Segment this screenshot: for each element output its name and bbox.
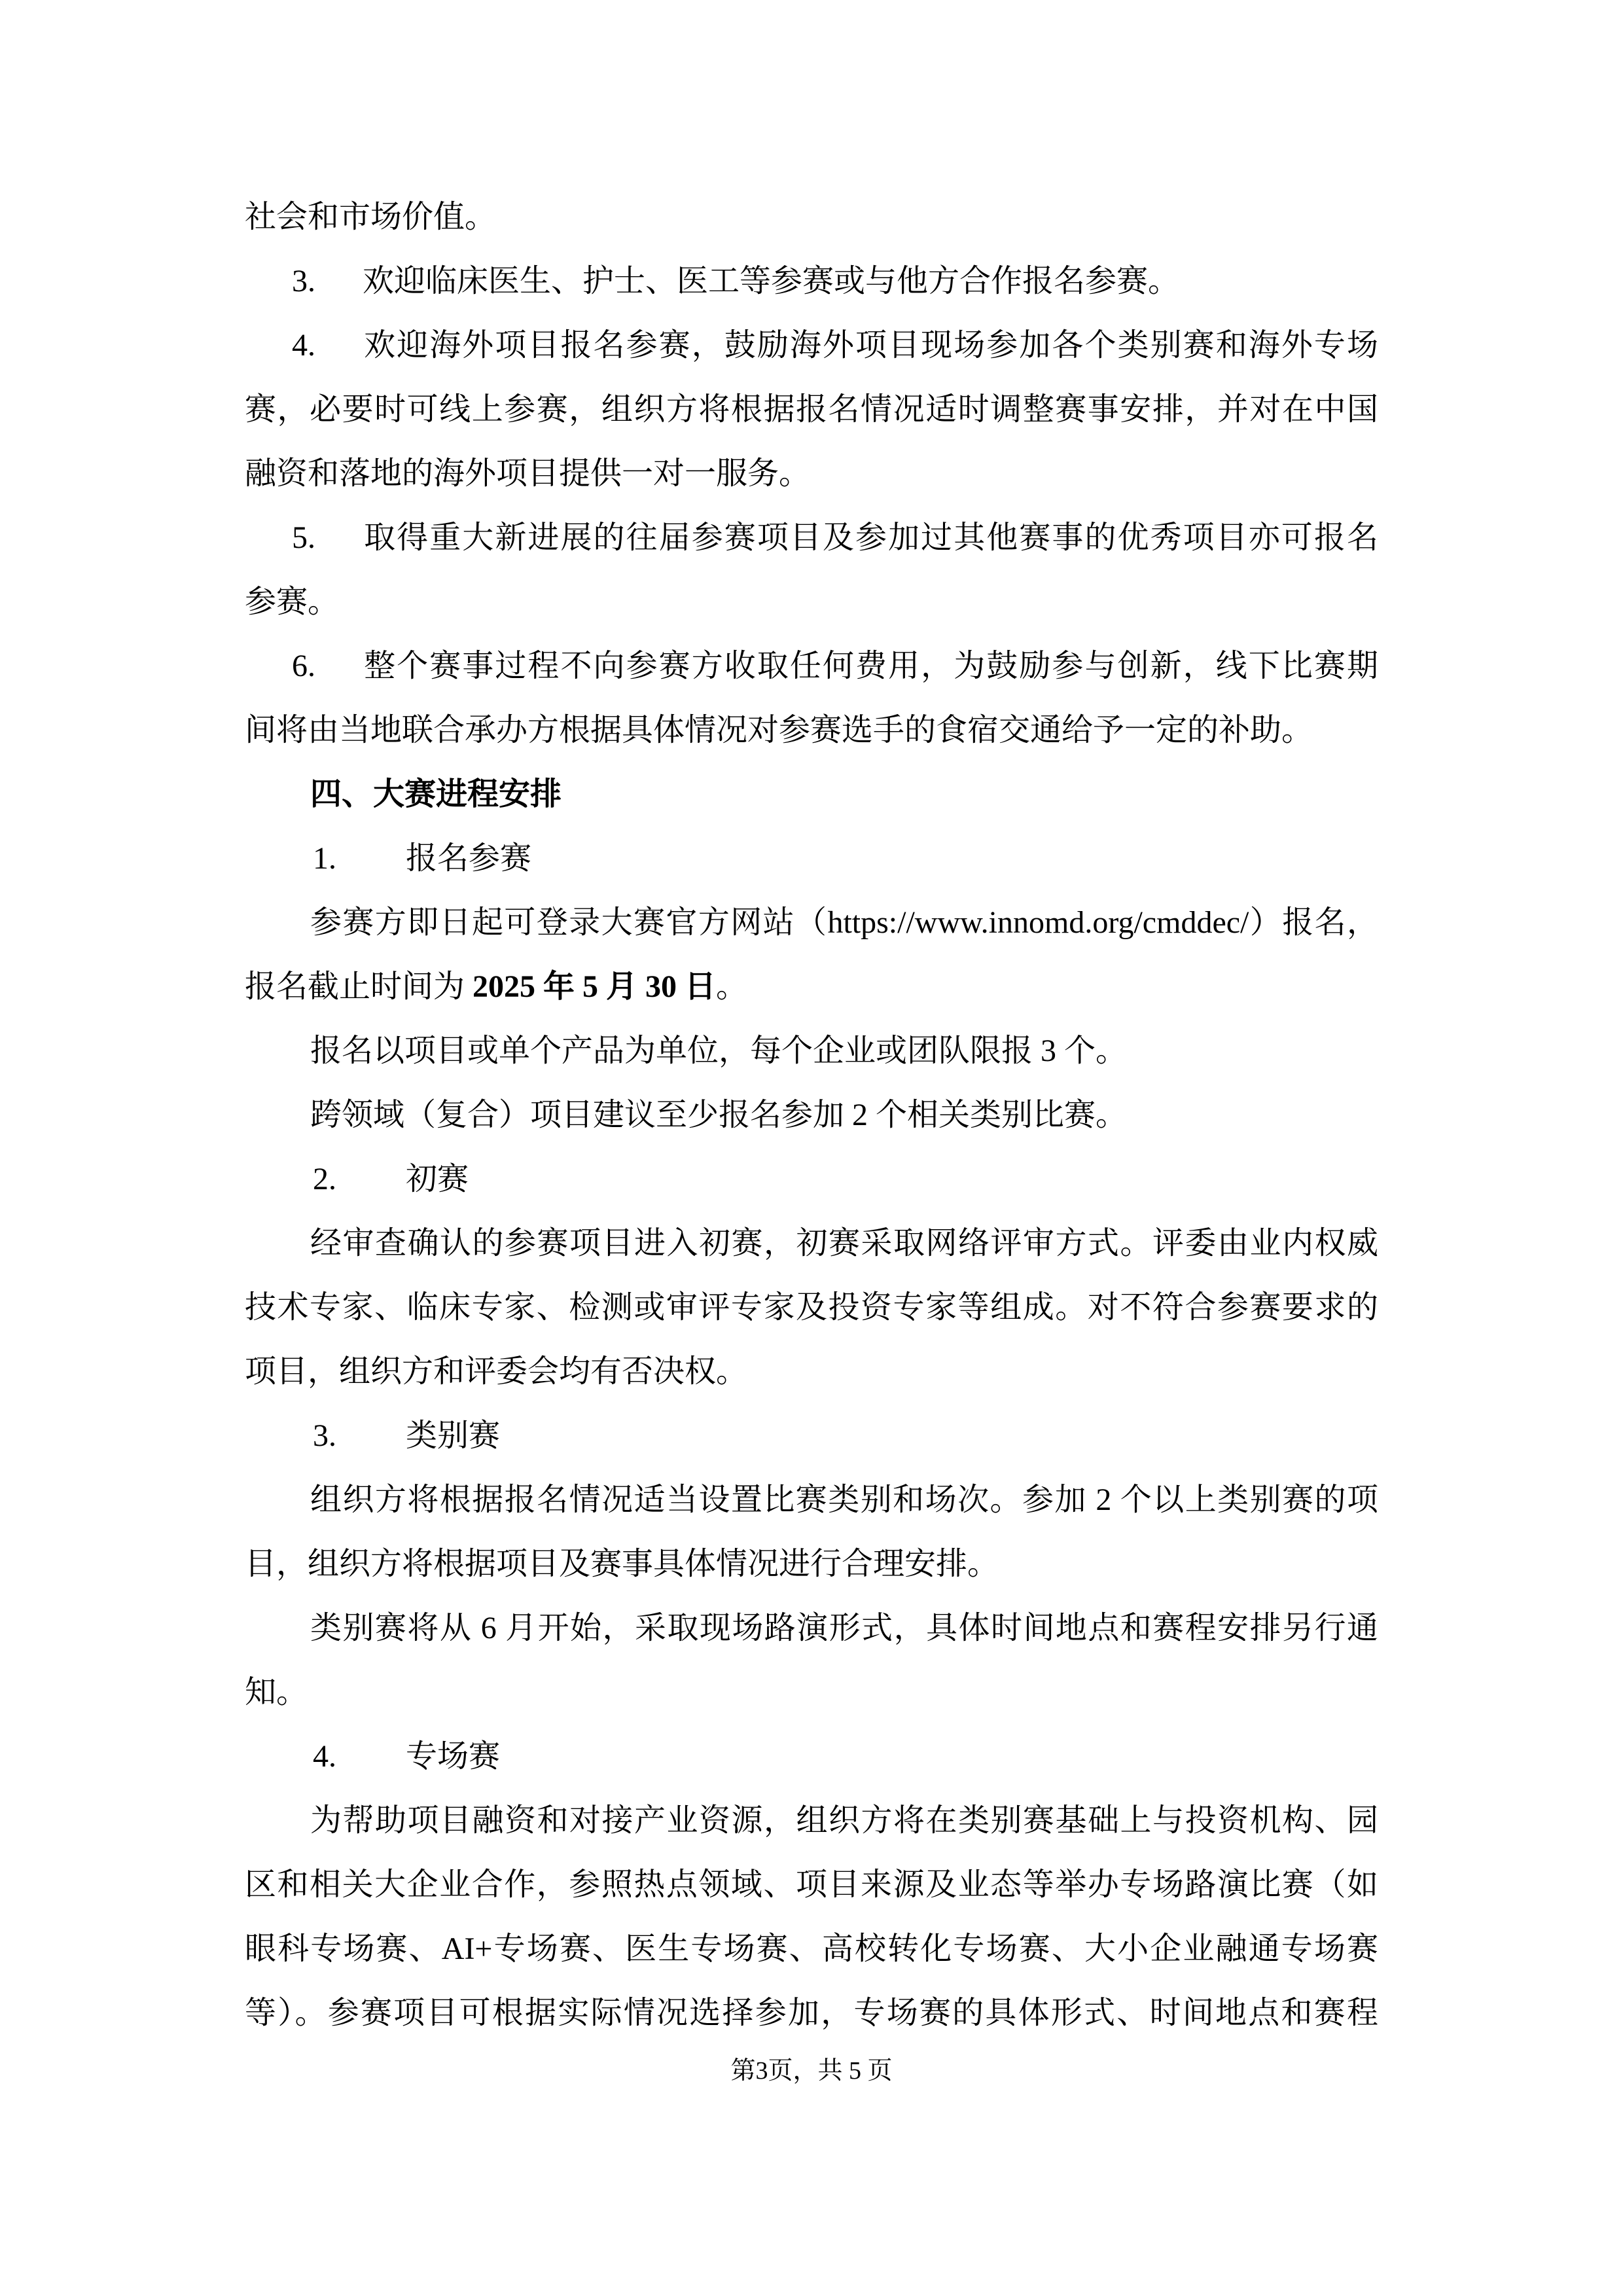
text-line — [245, 1789, 1378, 1853]
section-heading — [245, 762, 1378, 827]
text-segment: 报名参赛 — [406, 841, 532, 876]
text-line — [245, 1340, 1378, 1404]
text-segment: 初赛 — [406, 1162, 469, 1196]
bold-text-segment: 2025 年 5 月 30 日 — [473, 969, 717, 1004]
text-segment: 区和相关大企业合作，参照热点领域、项目来源及业态等举办专场路演比赛（如 — [245, 1867, 1378, 1902]
text-line — [245, 1468, 1378, 1532]
list-number: 3. — [292, 264, 315, 298]
text-segment: 为帮助项目融资和对接产业资源，组织方将在类别赛基础上与投资机构、园 — [310, 1803, 1378, 1838]
text-segment: 取得重大新进展的往届参赛项目及参加过其他赛事的优秀项目亦可报名 — [363, 520, 1378, 555]
text-segment: 专场赛 — [406, 1739, 501, 1774]
text-segment: 欢迎临床医生、护士、医工等参赛或与他方合作报名参赛。 — [363, 264, 1180, 298]
text-segment: 组织方将根据报名情况适当设置比赛类别和场次。参加 2 个以上类别赛的项 — [310, 1482, 1378, 1517]
text-line — [245, 314, 1378, 378]
text-segment: 赛，必要时可线上参赛，组织方将根据报名情况适时调整赛事安排，并对在中国 — [245, 392, 1378, 427]
text-segment: 类别赛 — [406, 1418, 501, 1453]
list-number: 1. — [313, 841, 336, 876]
page-footer: 第3页，共 5 页 — [730, 2057, 893, 2085]
text-segment: 经审查确认的参赛项目进入初赛，初赛采取网络评审方式。评委由业内权威 — [310, 1226, 1378, 1261]
text-line — [245, 1276, 1378, 1340]
text-line — [245, 1596, 1378, 1660]
text-segment: 欢迎海外项目报名参赛，鼓励海外项目现场参加各个类别赛和海外专场 — [363, 328, 1378, 363]
text-segment: 。 — [716, 969, 748, 1004]
text-segment: 类别赛将从 6 月开始，采取现场路演形式，具体时间地点和赛程安排另行通 — [310, 1611, 1378, 1645]
text-segment: 报名截止时间为 — [245, 969, 473, 1004]
list-number: 4. — [313, 1739, 336, 1774]
text-segment: 技术专家、临床专家、检测或审评专家及投资专家等组成。对不符合参赛要求的 — [245, 1290, 1378, 1325]
text-line — [245, 891, 1378, 955]
text-segment: 跨领域（复合）项目建议至少报名参加 2 个相关类别比赛。 — [310, 1098, 1128, 1132]
text-line — [245, 442, 1378, 506]
text-line — [245, 1660, 1378, 1725]
text-segment: 眼科专场赛、AI+专场赛、医生专场赛、高校转化专场赛、大小企业融通专场赛 — [245, 1931, 1378, 1966]
text-line — [245, 634, 1378, 698]
text-line — [245, 1917, 1378, 1981]
text-line — [245, 1981, 1378, 2045]
text-line — [245, 185, 1378, 249]
text-segment: 参赛方即日起可登录大赛官方网站（https://www.innomd.org/cmddec/）报名， — [310, 905, 1378, 940]
text-line — [245, 1853, 1378, 1917]
list-number: 3. — [313, 1418, 336, 1453]
document-body — [245, 185, 1378, 2045]
text-segment: 项目，组织方和评委会均有否决权。 — [245, 1354, 748, 1389]
text-line — [245, 378, 1378, 442]
text-line — [245, 1404, 1378, 1468]
text-segment: 四、大赛进程安排 — [310, 777, 562, 812]
text-segment: 目，组织方将根据项目及赛事具体情况进行合理安排。 — [245, 1547, 999, 1581]
text-line — [245, 1532, 1378, 1596]
text-line — [245, 506, 1378, 570]
list-number: 6. — [292, 649, 315, 683]
text-segment: 知。 — [245, 1675, 308, 1710]
text-line — [245, 1083, 1378, 1147]
text-segment: 参赛。 — [245, 584, 340, 619]
text-segment: 等）。参赛项目可根据实际情况选择参加，专场赛的具体形式、时间地点和赛程 — [245, 1996, 1378, 2030]
list-number: 5. — [292, 520, 315, 555]
text-line — [245, 1147, 1378, 1211]
text-line — [245, 698, 1378, 762]
list-number: 4. — [292, 328, 315, 363]
text-line — [245, 249, 1378, 314]
text-line — [245, 1211, 1378, 1276]
text-segment: 整个赛事过程不向参赛方收取任何费用，为鼓励参与创新，线下比赛期 — [363, 649, 1378, 683]
list-number: 2. — [313, 1162, 336, 1196]
text-segment: 报名以项目或单个产品为单位，每个企业或团队限报 3 个。 — [310, 1033, 1128, 1068]
text-line — [245, 1725, 1378, 1789]
text-segment: 间将由当地联合承办方根据具体情况对参赛选手的食宿交通给予一定的补助。 — [245, 713, 1313, 747]
text-line — [245, 827, 1378, 891]
text-line — [245, 955, 1378, 1019]
text-line — [245, 570, 1378, 634]
text-segment: 融资和落地的海外项目提供一对一服务。 — [245, 456, 811, 491]
text-line — [245, 1019, 1378, 1083]
text-segment: 社会和市场价值。 — [245, 200, 497, 234]
